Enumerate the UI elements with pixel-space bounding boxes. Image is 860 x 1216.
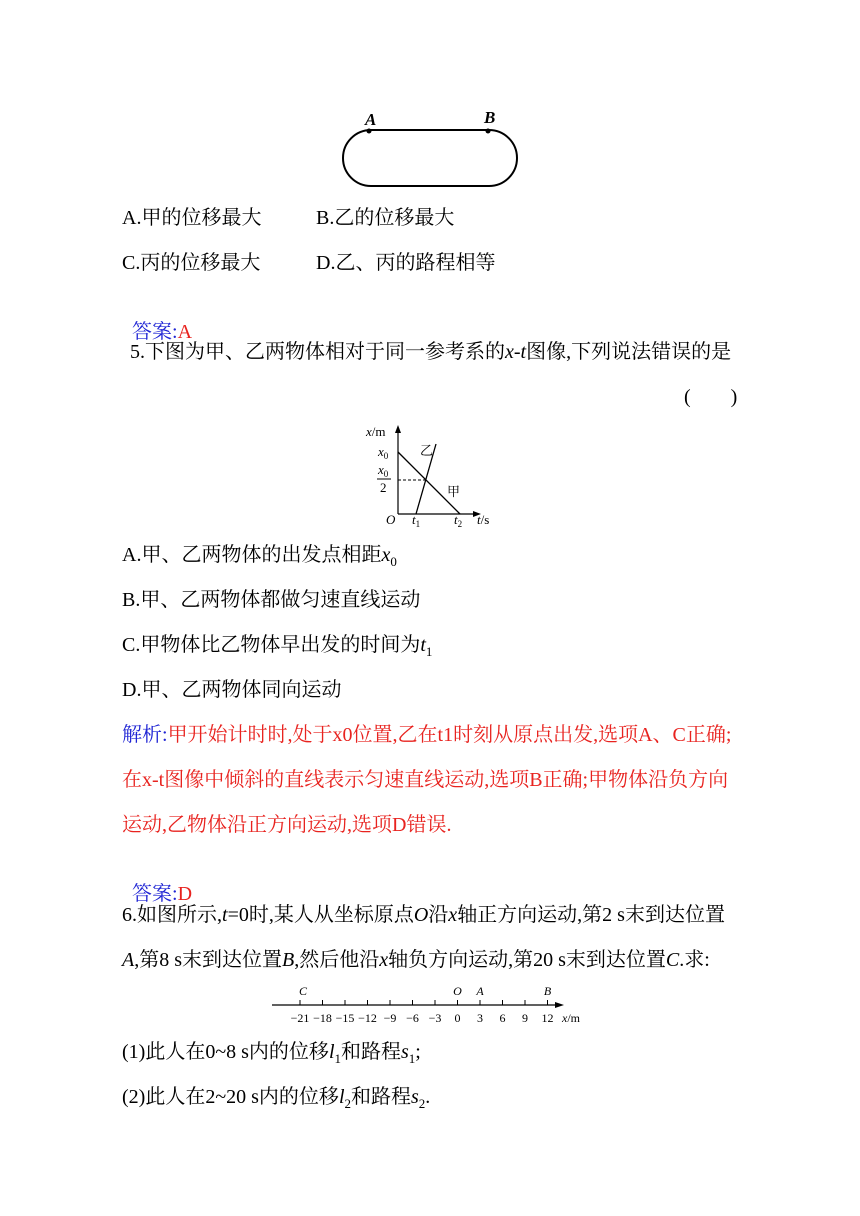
x-axis-var: t	[477, 512, 481, 527]
q6-sq1-text: (1)此人在0~8 s内的位移	[122, 1041, 329, 1063]
q6-sq1-sub-s: 1	[408, 1051, 416, 1066]
q6-var-o: O	[413, 904, 429, 926]
q5-answer	[122, 858, 192, 906]
tick-label: 0	[454, 1011, 461, 1025]
q6-text: 轴正方向运动,第2 s末到达位置	[457, 904, 725, 926]
tick-label: −21	[290, 1011, 310, 1025]
q6-sq2-text: .	[425, 1086, 431, 1108]
q5-option-c	[122, 633, 432, 659]
q5-analysis-line-3: 运动,乙物体沿正方向运动,选项D错误.	[122, 814, 452, 836]
q5-analysis-text-1: 甲开始计时时,处于x0位置,乙在t1时刻从原点出发,选项A、C正确;	[167, 724, 732, 746]
q6-sq1-text: 和路程	[341, 1041, 401, 1063]
q6-sq2-var-s: s	[411, 1086, 419, 1108]
q6-sq2-var-l: l	[338, 1086, 345, 1108]
q6-var-x: x	[448, 904, 458, 926]
t1-var: t	[412, 512, 416, 527]
number-line-axis-label	[561, 1011, 581, 1025]
q5-answer-label: 答案:	[132, 883, 178, 905]
q4-answer	[122, 296, 192, 344]
half-x0-sub: 0	[383, 469, 389, 479]
track-figure	[335, 105, 525, 195]
tick-label: −12	[358, 1011, 377, 1025]
q5-analysis-line-1	[122, 723, 731, 747]
q4-answer-label: 答案:	[132, 321, 178, 343]
q4-option-b: B.乙的位移最大	[316, 207, 455, 229]
y-axis-arrow	[395, 425, 401, 433]
tick-label: −18	[313, 1011, 332, 1025]
origin-label: O	[386, 512, 396, 527]
q5-option-c-text: C.甲物体比乙物体早出发的时间为	[122, 634, 421, 656]
half-x0-var: x	[378, 462, 384, 477]
x0-sub: 0	[383, 451, 389, 461]
half-x0-denominator: 2	[380, 480, 387, 495]
q6-var-c: C	[665, 949, 680, 971]
tick-label: 3	[477, 1011, 483, 1025]
number-line-figure	[265, 978, 590, 1030]
t2-var: t	[454, 512, 458, 527]
x0-var: x	[378, 444, 384, 459]
q4-option-a: A.甲的位移最大	[122, 207, 262, 229]
q6-sq2-sub-l: 2	[344, 1096, 351, 1111]
point-b-label: B	[484, 108, 496, 127]
q6-text: 6.如图所示,	[122, 904, 222, 926]
q5-analysis-label: 解析:	[122, 724, 168, 746]
q6-sq1-sub-l: 1	[334, 1051, 341, 1066]
q6-sq2-sub-s: 2	[418, 1096, 426, 1111]
q6-subquestion-1	[122, 1040, 421, 1066]
number-line-axis-unit: /m	[567, 1011, 580, 1025]
jia-line-label: 甲	[447, 484, 461, 499]
point-a-label: A	[365, 110, 377, 129]
q5-option-d: D.甲、乙两物体同向运动	[122, 679, 342, 701]
q6-text: ,然后他沿	[294, 949, 380, 971]
q5-option-a-var: x	[381, 544, 391, 566]
q6-text: 沿	[428, 904, 449, 926]
tick-label: 6	[499, 1011, 506, 1025]
tick-label: −9	[383, 1011, 397, 1025]
q5-stem-var: x-t	[505, 341, 527, 363]
x-axis-unit: /s	[480, 512, 490, 527]
q5-answer-bracket: ( )	[684, 386, 738, 408]
y-axis-unit: /m	[371, 424, 386, 439]
q6-text: ,第8 s末到达位置	[134, 949, 283, 971]
t1-sub: 1	[415, 519, 421, 529]
number-line-arrow	[555, 1002, 564, 1008]
q6-stem-line-1	[122, 903, 725, 927]
point-b-label: B	[543, 984, 552, 998]
q6-var-b: B	[282, 949, 295, 971]
q6-var-t: t	[222, 904, 228, 926]
y-axis-var: x	[366, 424, 372, 439]
tick-label: −6	[406, 1011, 419, 1025]
q4-option-c: C.丙的位移最大	[122, 252, 261, 274]
point-a-marker	[367, 129, 372, 134]
q5-option-c-sub: 1	[425, 644, 433, 659]
half-x0-numerator	[377, 462, 389, 479]
track-loop	[343, 130, 517, 186]
tick-label: −3	[428, 1011, 442, 1025]
yi-line-label: 乙	[420, 443, 434, 458]
q6-var-a: A	[122, 949, 135, 971]
tick-label: −15	[335, 1011, 355, 1025]
q6-sq1-var-s: s	[401, 1041, 409, 1063]
x0-tick-label	[377, 444, 389, 461]
q6-text: =0时,某人从坐标原点	[227, 904, 414, 926]
q5-stem	[130, 340, 731, 364]
q6-text: .求:	[679, 949, 710, 971]
q5-analysis-line-2: 在x-t图像中倾斜的直线表示匀速直线运动,选项B正确;甲物体沿负方向	[122, 769, 729, 791]
y-axis-label	[365, 424, 386, 439]
q6-sq2-text: 和路程	[351, 1086, 411, 1108]
number-line-axis-var: x	[562, 1011, 568, 1025]
tick-label: 12	[541, 1011, 554, 1025]
q5-stem-text-end: 图像,下列说法错误的是	[526, 341, 732, 363]
q5-option-a	[122, 543, 397, 569]
q4-option-d: D.乙、丙的路程相等	[316, 252, 496, 274]
q4-answer-value: A	[177, 321, 193, 343]
point-c-label: C	[298, 984, 308, 998]
q5-option-c-var: t	[420, 634, 426, 656]
tick-label: 9	[522, 1011, 528, 1025]
q6-text: 轴负方向运动,第20 s末到达位置	[388, 949, 666, 971]
q6-sq1-text: ;	[415, 1041, 421, 1063]
q5-answer-value: D	[177, 883, 193, 905]
jia-line	[398, 452, 460, 514]
t2-sub: 2	[457, 519, 463, 529]
x-axis-label	[477, 512, 489, 527]
q6-stem-line-2	[122, 948, 710, 972]
q5-option-a-text: A.甲、乙两物体的出发点相距	[122, 544, 382, 566]
xt-graph	[360, 420, 500, 530]
q6-subquestion-2	[122, 1085, 430, 1111]
point-o-label: O	[453, 984, 462, 998]
q5-option-a-sub: 0	[390, 554, 397, 569]
point-a-label: A	[476, 984, 484, 998]
point-b-marker	[486, 129, 491, 134]
q6-var-x: x	[379, 949, 389, 971]
q6-sq1-var-l: l	[328, 1041, 335, 1063]
q6-sq2-text: (2)此人在2~20 s内的位移	[122, 1086, 339, 1108]
q5-stem-text: 5.下图为甲、乙两物体相对于同一参考系的	[130, 341, 505, 363]
q5-option-b: B.甲、乙两物体都做匀速直线运动	[122, 589, 421, 611]
